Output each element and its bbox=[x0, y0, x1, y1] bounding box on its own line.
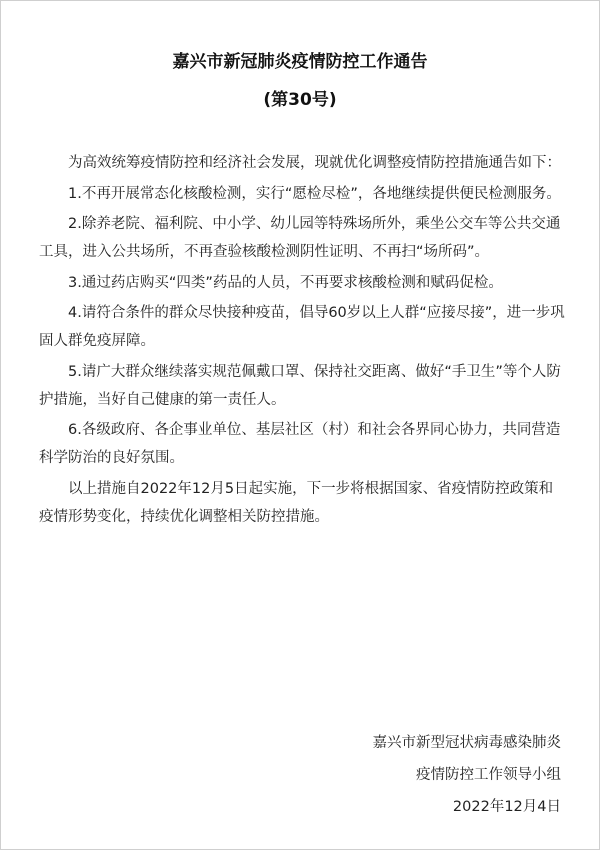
notice-title: 嘉兴市新冠肺炎疫情防控工作通告 bbox=[172, 52, 428, 72]
notice-item-4: 4.请符合条件的群众尽快接种疫苗，倡导60岁以上人群“应接尽接”，进一步巩固人群免疫屏障。 bbox=[39, 305, 565, 349]
notice-signature bbox=[373, 727, 562, 823]
notice-item-3: 3.通过药店购买“四类”药品的人员，不再要求核酸检测和赋码促检。 bbox=[68, 274, 503, 291]
notice-number: (第30号) bbox=[263, 90, 337, 110]
notice-closing: 以上措施自2022年12月5日起实施，下一步将根据国家、省疫情防控政策和疫情形势变化，持续优化调整相关防控措施。 bbox=[39, 480, 554, 525]
notice-intro: 为高效统筹疫情防控和经济社会发展，现就优化调整疫情防控措施通告如下： bbox=[68, 155, 561, 171]
signature-org-line2: 疫情防控工作领导小组 bbox=[416, 767, 561, 783]
notice-item-1: 1.不再开展常态化核酸检测，实行“愿检尽检”，各地继续提供便民检测服务。 bbox=[68, 185, 561, 202]
notice-body bbox=[39, 149, 567, 533]
notice-item-5: 5.请广大群众继续落实规范佩戴口罩、保持社交距离、做好“手卫生”等个人防护措施，当好自己健康的第一责任人。 bbox=[39, 363, 561, 408]
notice-item-2: 2.除养老院、福利院、中小学、幼儿园等特殊场所外，乘坐公交车等公共交通工具，进入公共场所，不再查验核酸检测阴性证明、不再扫“场所码”。 bbox=[39, 216, 561, 260]
signature-org-line1: 嘉兴市新型冠状病毒感染肺炎 bbox=[372, 735, 561, 751]
signature-date: 2022年12月4日 bbox=[452, 799, 561, 815]
notice-item-6: 6.各级政府、各企事业单位、基层社区（村）和社会各界同心协力，共同营造科学防治的良好氛围。 bbox=[39, 422, 561, 466]
